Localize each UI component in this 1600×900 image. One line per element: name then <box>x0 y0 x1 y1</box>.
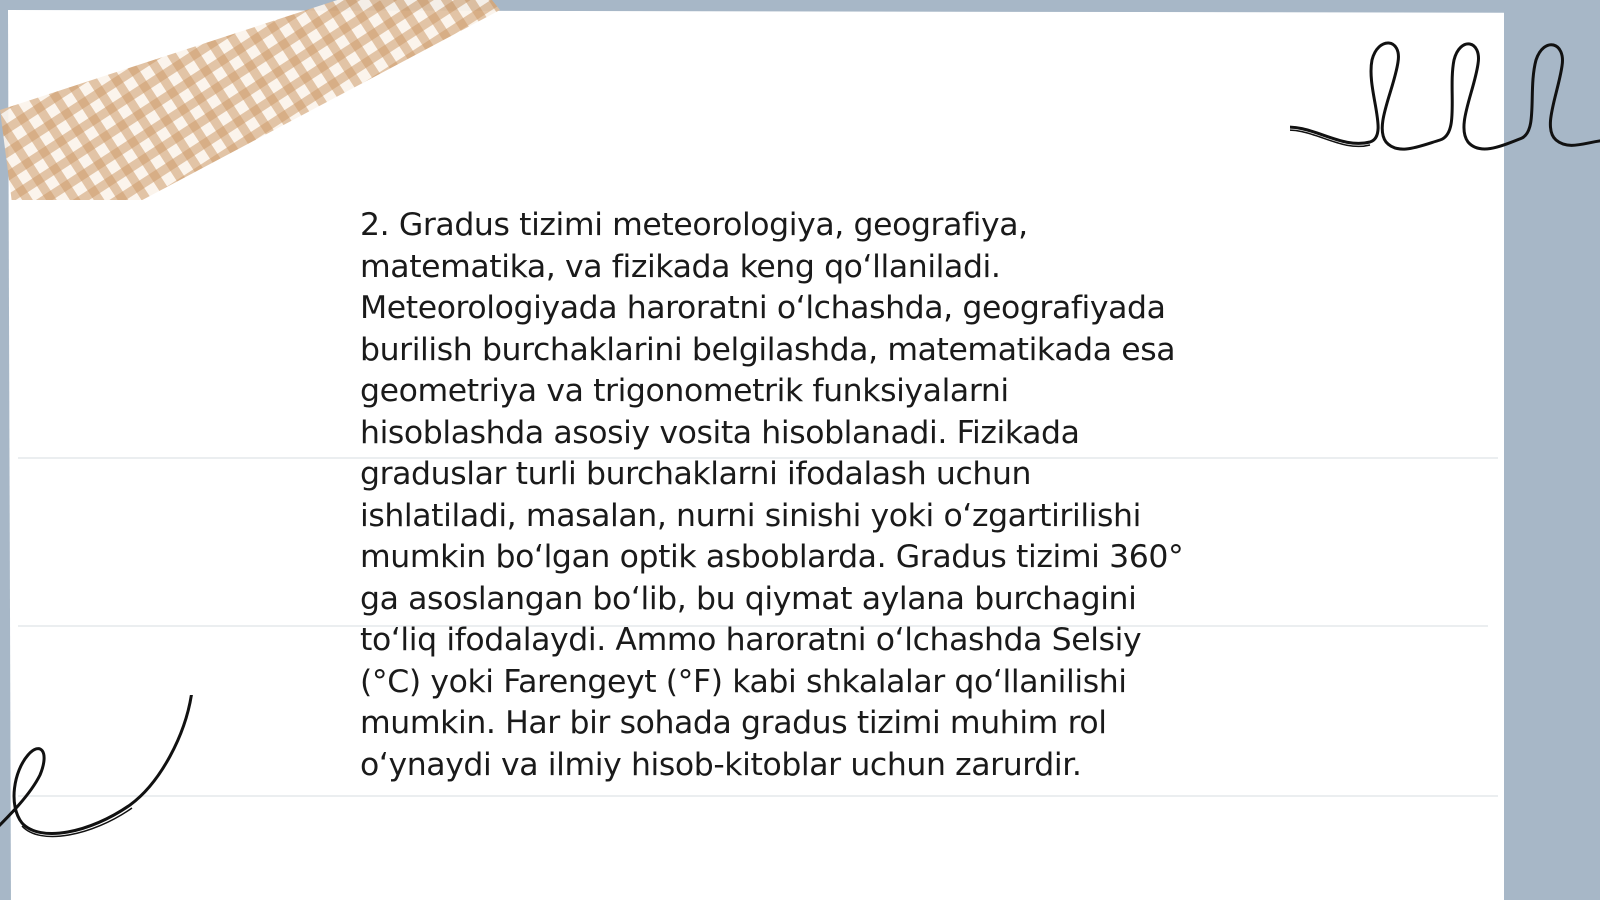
gingham-tape-decoration <box>0 0 580 200</box>
slide-body-text: 2. Gradus tizimi meteorologiya, geografiya, matematika, va fizikada keng qoʻllaniladi. Meteorologiyada haroratni oʻlchashda, geografiyada burilish burchaklarini belgilashda, matematikada esa geometriya va trigonometrik funksiyalarni hisoblashda asosiy vosita hisoblanadi. Fizikada graduslar turli burchaklarni ifodalash uchun ishlatiladi, masalan, nurni sinishi yoki oʻzgartirilishi mumkin boʻlgan optik asboblarda. Gradus tizimi 360° ga asoslangan boʻlib, bu qiymat aylana burchagini toʻliq ifodalaydi. Ammo haroratni oʻlchashda Selsiy (°C) yoki Farengeyt (°F) kabi shkalalar qoʻllanilishi mumkin. Har bir sohada gradus tizimi muhim rol oʻynaydi va ilmiy hisob-kitoblar uchun zarurdir. <box>360 207 1184 783</box>
loop-doodle-icon <box>1290 30 1600 170</box>
swoosh-doodle-icon <box>0 695 200 855</box>
paper-fold-line <box>18 795 1498 797</box>
